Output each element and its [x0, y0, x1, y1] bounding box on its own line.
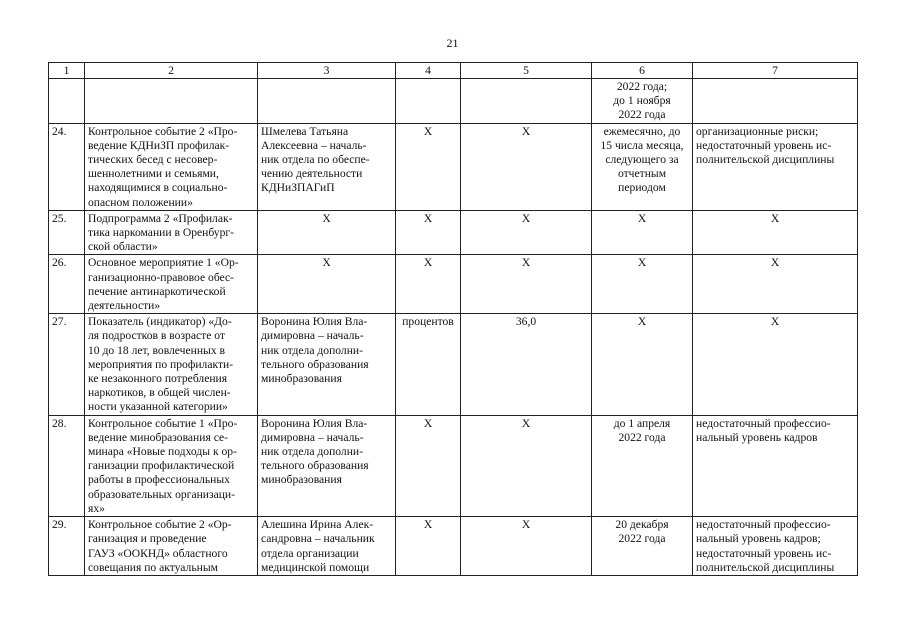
table-row [49, 314, 858, 415]
row-value: Х [461, 517, 592, 576]
table-row [49, 517, 858, 576]
column-header: 4 [396, 63, 461, 79]
row-unit: Х [396, 517, 461, 576]
row-deadline: ежемесячно, до 15 числа месяца, следующего за отчетным периодом [592, 123, 693, 210]
row-deadline: Х [592, 210, 693, 255]
row-responsible: Шмелева Татьяна Алексеевна – началь- ник отдела по обеспе- чению деятельности КДНиЗПАГиП [258, 123, 396, 210]
column-header: 3 [258, 63, 396, 79]
row-value: Х [461, 255, 592, 314]
row-responsible: Х [258, 255, 396, 314]
row-value: Х [461, 210, 592, 255]
table-row [49, 79, 858, 124]
row-unit: Х [396, 123, 461, 210]
row-deadline: Х [592, 314, 693, 415]
row-unit: Х [396, 210, 461, 255]
column-header: 5 [461, 63, 592, 79]
row-risks: недостаточный профессио- нальный уровень кадров; недостаточный уровень ис- полнительской дисциплины [693, 517, 858, 576]
row-value: Х [461, 123, 592, 210]
row-unit: процентов [396, 314, 461, 415]
row-name [85, 79, 258, 124]
row-risks: Х [693, 255, 858, 314]
row-value: 36,0 [461, 314, 592, 415]
row-responsible: Воронина Юлия Вла- димировна – началь- ник отдела дополни- тельного образования минобразования [258, 415, 396, 516]
table-row [49, 415, 858, 516]
row-risks [693, 79, 858, 124]
column-header: 1 [49, 63, 85, 79]
column-header: 6 [592, 63, 693, 79]
row-responsible [258, 79, 396, 124]
row-deadline: до 1 апреля 2022 года [592, 415, 693, 516]
row-number: 25. [49, 210, 85, 255]
column-header: 7 [693, 63, 858, 79]
row-responsible: Х [258, 210, 396, 255]
data-table [48, 62, 858, 576]
row-risks: организационные риски; недостаточный уровень ис- полнительской дисциплины [693, 123, 858, 210]
row-name: Основное мероприятие 1 «Ор- ганизационно-правовое обес- печение антинаркотической деятельности» [85, 255, 258, 314]
row-unit: Х [396, 415, 461, 516]
page-number: 21 [446, 36, 459, 50]
header-row [49, 63, 858, 79]
row-risks: недостаточный профессио- нальный уровень кадров [693, 415, 858, 516]
table-row [49, 123, 858, 210]
row-deadline: Х [592, 255, 693, 314]
row-name: Контрольное событие 2 «Про- ведение КДНиЗП профилак- тических бесед с несовер- шеннолетними и семьями, находящимися в социально- опасном положении» [85, 123, 258, 210]
row-number: 26. [49, 255, 85, 314]
row-responsible: Воронина Юлия Вла- димировна – началь- ник отдела дополни- тельного образования минобразования [258, 314, 396, 415]
row-value: Х [461, 415, 592, 516]
row-name: Контрольное событие 1 «Про- ведение минобразования се- минара «Новые подходы к ор- ганизации профилактической работы в профессиональных образовательных организаци- ях» [85, 415, 258, 516]
row-number: 28. [49, 415, 85, 516]
row-number: 24. [49, 123, 85, 210]
row-unit [396, 79, 461, 124]
row-number: 27. [49, 314, 85, 415]
row-number: 29. [49, 517, 85, 576]
row-value [461, 79, 592, 124]
row-risks: Х [693, 314, 858, 415]
table-row [49, 210, 858, 255]
row-name: Показатель (индикатор) «До- ля подростков в возрасте от 10 до 18 лет, вовлеченных в мероприятия по профилакти- ке незаконного потребления наркотиков, в общей числен- ности указанной категории» [85, 314, 258, 415]
row-unit: Х [396, 255, 461, 314]
row-name: Подпрограмма 2 «Профилак- тика наркомании в Оренбург- ской области» [85, 210, 258, 255]
row-name: Контрольное событие 2 «Ор- ганизация и проведение ГАУЗ «ООКНД» областного совещания по актуальным [85, 517, 258, 576]
column-header: 2 [85, 63, 258, 79]
row-number [49, 79, 85, 124]
table-row [49, 255, 858, 314]
row-responsible: Алешина Ирина Алек- сандровна – начальник отдела организации медицинской помощи [258, 517, 396, 576]
row-deadline: 20 декабря 2022 года [592, 517, 693, 576]
row-deadline: 2022 года; до 1 ноября 2022 года [592, 79, 693, 124]
row-risks: Х [693, 210, 858, 255]
